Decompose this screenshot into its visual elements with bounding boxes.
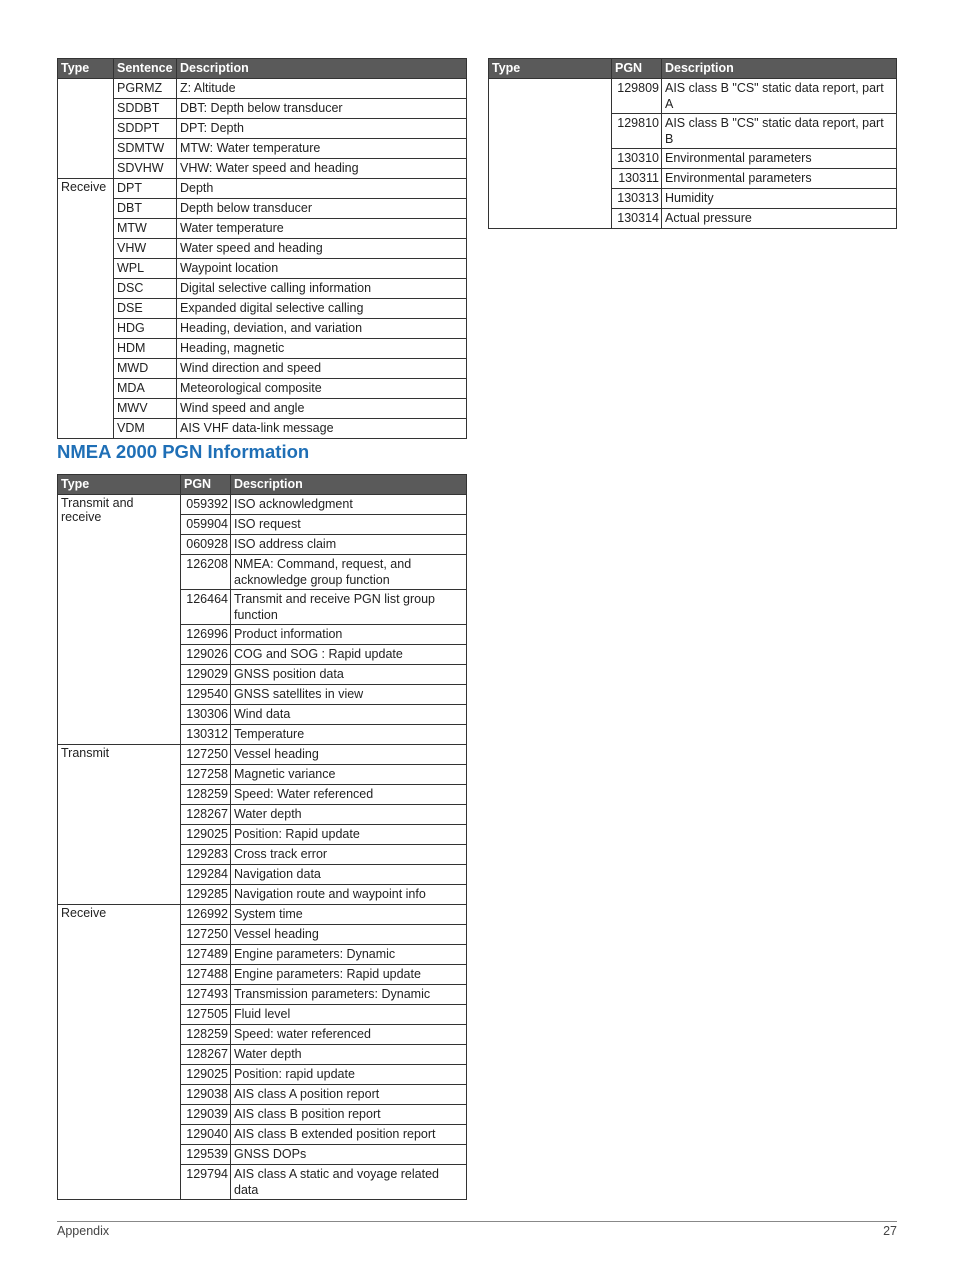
pgn-cell: 130312 bbox=[181, 725, 231, 745]
description-cell: AIS class A position report bbox=[231, 1085, 467, 1105]
description-cell: Speed: water referenced bbox=[231, 1025, 467, 1045]
pgn-cell: 127488 bbox=[181, 965, 231, 985]
pgn-cell: 129029 bbox=[181, 665, 231, 685]
column-header-type: Type bbox=[489, 59, 612, 79]
description-cell: ISO address claim bbox=[231, 535, 467, 555]
description-cell: Temperature bbox=[231, 725, 467, 745]
description-cell: Wind speed and angle bbox=[177, 399, 467, 419]
description-cell: NMEA: Command, request, and acknowledge group function bbox=[231, 555, 467, 590]
pgn-cell: 129025 bbox=[181, 825, 231, 845]
column-header-sentence: Sentence bbox=[114, 59, 177, 79]
pgn-cell: 126992 bbox=[181, 905, 231, 925]
column-header-pgn: PGN bbox=[612, 59, 662, 79]
description-cell: Environmental parameters bbox=[662, 149, 897, 169]
table-row bbox=[58, 379, 467, 399]
column-header-type: Type bbox=[58, 475, 181, 495]
description-cell: Waypoint location bbox=[177, 259, 467, 279]
column-header-type: Type bbox=[58, 59, 114, 79]
table-header-row bbox=[58, 59, 467, 79]
description-cell: AIS class B extended position report bbox=[231, 1125, 467, 1145]
sentence-cell: MDA bbox=[114, 379, 177, 399]
description-cell: Water speed and heading bbox=[177, 239, 467, 259]
description-cell: Heading, deviation, and variation bbox=[177, 319, 467, 339]
description-cell: Navigation route and waypoint info bbox=[231, 885, 467, 905]
pgn-cell: 060928 bbox=[181, 535, 231, 555]
pgn-cell: 127258 bbox=[181, 765, 231, 785]
column-header-description: Description bbox=[231, 475, 467, 495]
pgn-cell: 059392 bbox=[181, 495, 231, 515]
description-cell: Speed: Water referenced bbox=[231, 785, 467, 805]
description-cell: AIS class A static and voyage related data bbox=[231, 1165, 467, 1200]
description-cell: Vessel heading bbox=[231, 925, 467, 945]
description-cell: DBT: Depth below transducer bbox=[177, 99, 467, 119]
description-cell: AIS class B "CS" static data report, part B bbox=[662, 114, 897, 149]
pgn-cell: 129285 bbox=[181, 885, 231, 905]
sentence-cell: MWD bbox=[114, 359, 177, 379]
table-header-row bbox=[58, 475, 467, 495]
description-cell: Position: rapid update bbox=[231, 1065, 467, 1085]
table-row bbox=[58, 495, 467, 515]
description-cell: Water temperature bbox=[177, 219, 467, 239]
description-cell: Actual pressure bbox=[662, 209, 897, 229]
description-cell: AIS class B position report bbox=[231, 1105, 467, 1125]
column-header-description: Description bbox=[662, 59, 897, 79]
table-row bbox=[58, 139, 467, 159]
sentence-cell: SDMTW bbox=[114, 139, 177, 159]
pgn-cell: 130311 bbox=[612, 169, 662, 189]
footer-divider bbox=[57, 1221, 897, 1222]
table-row bbox=[58, 239, 467, 259]
description-cell: Fluid level bbox=[231, 1005, 467, 1025]
sentence-cell: HDM bbox=[114, 339, 177, 359]
column-header-description: Description bbox=[177, 59, 467, 79]
description-cell: ISO request bbox=[231, 515, 467, 535]
description-cell: Water depth bbox=[231, 1045, 467, 1065]
pgn-cell: 127250 bbox=[181, 925, 231, 945]
description-cell: Magnetic variance bbox=[231, 765, 467, 785]
description-cell: DPT: Depth bbox=[177, 119, 467, 139]
pgn-cell: 129539 bbox=[181, 1145, 231, 1165]
pgn-cell: 126208 bbox=[181, 555, 231, 590]
type-cell: Receive bbox=[58, 905, 181, 1200]
pgn-cell: 127250 bbox=[181, 745, 231, 765]
sentence-cell: DPT bbox=[114, 179, 177, 199]
table-row bbox=[58, 179, 467, 199]
table-row bbox=[58, 319, 467, 339]
description-cell: ISO acknowledgment bbox=[231, 495, 467, 515]
sentence-cell: MTW bbox=[114, 219, 177, 239]
description-cell: MTW: Water temperature bbox=[177, 139, 467, 159]
sentence-cell: DBT bbox=[114, 199, 177, 219]
pgn-cell: 130310 bbox=[612, 149, 662, 169]
table-row bbox=[58, 339, 467, 359]
description-cell: AIS VHF data-link message bbox=[177, 419, 467, 439]
description-cell: Environmental parameters bbox=[662, 169, 897, 189]
section-heading: NMEA 2000 PGN Information bbox=[57, 441, 310, 462]
pgn-cell: 129284 bbox=[181, 865, 231, 885]
pgn-cell: 129040 bbox=[181, 1125, 231, 1145]
description-cell: Depth bbox=[177, 179, 467, 199]
pgn-cell: 126464 bbox=[181, 590, 231, 625]
sentence-cell: SDDBT bbox=[114, 99, 177, 119]
description-cell: GNSS satellites in view bbox=[231, 685, 467, 705]
pgn-cell: 128259 bbox=[181, 1025, 231, 1045]
description-cell: Humidity bbox=[662, 189, 897, 209]
pgn-cell: 128267 bbox=[181, 805, 231, 825]
table-row bbox=[58, 259, 467, 279]
pgn-cell: 129038 bbox=[181, 1085, 231, 1105]
sentence-cell: DSC bbox=[114, 279, 177, 299]
sentence-cell: MWV bbox=[114, 399, 177, 419]
type-cell: Transmit and receive bbox=[58, 495, 181, 745]
pgn-cell: 129810 bbox=[612, 114, 662, 149]
description-cell: COG and SOG : Rapid update bbox=[231, 645, 467, 665]
pgn-cell: 128259 bbox=[181, 785, 231, 805]
description-cell: Navigation data bbox=[231, 865, 467, 885]
pgn-cell: 127505 bbox=[181, 1005, 231, 1025]
table-row bbox=[58, 905, 467, 925]
table-row bbox=[58, 419, 467, 439]
description-cell: Transmission parameters: Dynamic bbox=[231, 985, 467, 1005]
pgn-cell: 127489 bbox=[181, 945, 231, 965]
type-cell: Receive bbox=[58, 179, 114, 439]
table-row bbox=[58, 159, 467, 179]
description-cell: GNSS position data bbox=[231, 665, 467, 685]
pgn-cell: 130313 bbox=[612, 189, 662, 209]
description-cell: Wind direction and speed bbox=[177, 359, 467, 379]
description-cell: Depth below transducer bbox=[177, 199, 467, 219]
table-row bbox=[58, 99, 467, 119]
table-row bbox=[58, 279, 467, 299]
table-row bbox=[58, 745, 467, 765]
description-cell: System time bbox=[231, 905, 467, 925]
description-cell: Heading, magnetic bbox=[177, 339, 467, 359]
table-row bbox=[58, 119, 467, 139]
pgn-cell: 059904 bbox=[181, 515, 231, 535]
pgn-cell: 127493 bbox=[181, 985, 231, 1005]
pgn-cell: 129809 bbox=[612, 79, 662, 114]
description-cell: Water depth bbox=[231, 805, 467, 825]
description-cell: Wind data bbox=[231, 705, 467, 725]
nmea-2000-pgn-table-continued bbox=[488, 58, 897, 229]
description-cell: Engine parameters: Dynamic bbox=[231, 945, 467, 965]
pgn-cell: 129794 bbox=[181, 1165, 231, 1200]
table-row bbox=[58, 399, 467, 419]
column-header-pgn: PGN bbox=[181, 475, 231, 495]
sentence-cell: VDM bbox=[114, 419, 177, 439]
description-cell: Position: Rapid update bbox=[231, 825, 467, 845]
table-header-row bbox=[489, 59, 897, 79]
page-number: 27 bbox=[883, 1224, 897, 1238]
description-cell: Product information bbox=[231, 625, 467, 645]
description-cell: Vessel heading bbox=[231, 745, 467, 765]
type-cell bbox=[58, 79, 114, 179]
description-cell: Engine parameters: Rapid update bbox=[231, 965, 467, 985]
pgn-cell: 126996 bbox=[181, 625, 231, 645]
pgn-cell: 129283 bbox=[181, 845, 231, 865]
sentence-cell: WPL bbox=[114, 259, 177, 279]
table-row bbox=[58, 299, 467, 319]
sentence-cell: VHW bbox=[114, 239, 177, 259]
description-cell: Expanded digital selective calling bbox=[177, 299, 467, 319]
pgn-cell: 129025 bbox=[181, 1065, 231, 1085]
pgn-cell: 128267 bbox=[181, 1045, 231, 1065]
nmea-0183-sentence-table bbox=[57, 58, 467, 439]
description-cell: Meteorological composite bbox=[177, 379, 467, 399]
description-cell: AIS class B "CS" static data report, part A bbox=[662, 79, 897, 114]
description-cell: Transmit and receive PGN list group function bbox=[231, 590, 467, 625]
sentence-cell: PGRMZ bbox=[114, 79, 177, 99]
table-row bbox=[58, 219, 467, 239]
type-cell bbox=[489, 79, 612, 229]
table-row bbox=[58, 199, 467, 219]
table-row bbox=[58, 359, 467, 379]
description-cell: Digital selective calling information bbox=[177, 279, 467, 299]
sentence-cell: SDDPT bbox=[114, 119, 177, 139]
description-cell: Cross track error bbox=[231, 845, 467, 865]
pgn-cell: 129039 bbox=[181, 1105, 231, 1125]
pgn-cell: 130314 bbox=[612, 209, 662, 229]
sentence-cell: HDG bbox=[114, 319, 177, 339]
footer-section-label: Appendix bbox=[57, 1224, 110, 1238]
table-row bbox=[489, 79, 897, 114]
description-cell: VHW: Water speed and heading bbox=[177, 159, 467, 179]
nmea-2000-pgn-table bbox=[57, 474, 467, 1200]
pgn-cell: 130306 bbox=[181, 705, 231, 725]
description-cell: Z: Altitude bbox=[177, 79, 467, 99]
pgn-cell: 129026 bbox=[181, 645, 231, 665]
sentence-cell: DSE bbox=[114, 299, 177, 319]
description-cell: GNSS DOPs bbox=[231, 1145, 467, 1165]
pgn-cell: 129540 bbox=[181, 685, 231, 705]
table-row bbox=[58, 79, 467, 99]
type-cell: Transmit bbox=[58, 745, 181, 905]
sentence-cell: SDVHW bbox=[114, 159, 177, 179]
